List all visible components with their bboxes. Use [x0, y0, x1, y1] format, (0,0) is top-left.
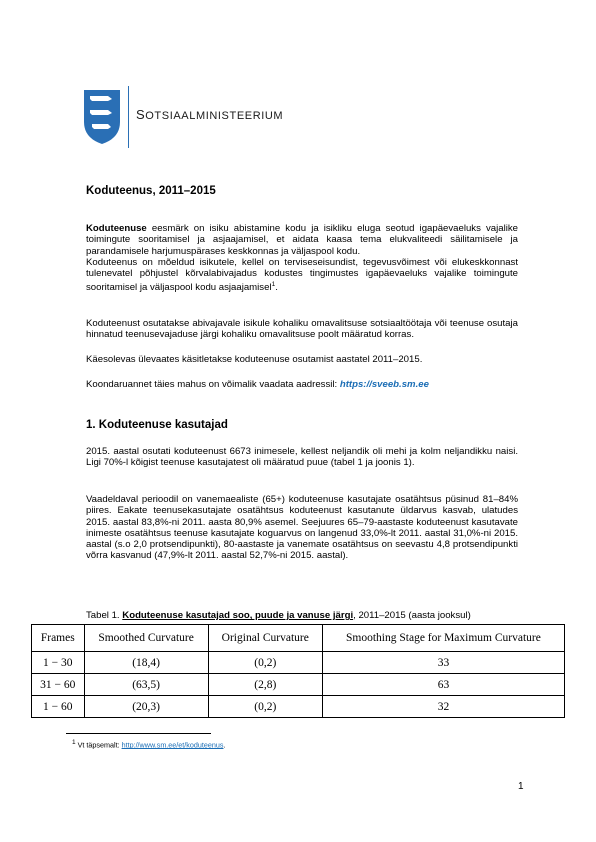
section-paragraph-2: Vaadeldaval perioodil on vanemaealiste (65+) koduteenuse kasutajate osatähtsus püsinud 81–84% piires. Eakate teenusekasutajate osatähtsus koduteenust kasutanute üldarvus kasvab, ulatudes 2015. aastal 83,8%-ni 2011. aasta 80,9% asemel. Seejuures 65–79-aastaste koduteenust kasutavate inimeste osatähtsus teenuse kasutajate koguarvus on langenud 33,0%-lt 2011. aastal 31,0%-ni 2015. aastal (s.o 2,0 protsendipunkti), 80-aastaste ja vanemate osatähtsus on seevastu 4,8 protsendipunkti võrra kasvanud (47,9%-lt 2011. aastal 52,7%-ni 2015. aastal).	[86, 494, 518, 562]
footnote-ref[interactable]: 1	[271, 281, 276, 289]
table-cell: 33	[322, 652, 564, 674]
table-cell: 32	[322, 696, 564, 718]
table-cell: 63	[322, 674, 564, 696]
column-header: Frames	[32, 625, 85, 652]
lead-term: Koduteenuse	[86, 223, 147, 234]
table-row	[32, 696, 565, 718]
intro-paragraph-3: Käesolevas ülevaates käsitletakse koduteenuse osutamist aastatel 2011–2015.	[86, 354, 423, 365]
column-header: Original Curvature	[208, 625, 322, 652]
document-title: Koduteenus, 2011–2015	[86, 185, 216, 197]
table-row	[32, 652, 565, 674]
logo-divider	[128, 86, 129, 148]
footnote: $^1$ Vt täpsemalt: http://www.sm.ee/et/koduteenus.	[72, 739, 226, 750]
table-cell: (63,5)	[84, 674, 208, 696]
footnote-link[interactable]: http://www.sm.ee/et/koduteenus	[121, 740, 224, 750]
footnote-rule	[66, 733, 211, 734]
coat-of-arms-logo	[82, 88, 122, 146]
intro-paragraph-4: Koondaruannet täies mahus on võimalik vaadata aadressil: https://sveeb.sm.ee	[86, 379, 429, 390]
table-cell: 1 − 30	[32, 652, 85, 674]
table-cell: (20,3)	[84, 696, 208, 718]
intro-paragraph: Koduteenuse eesmärk on isiku abistamine kodu ja isikliku eluga seotud igapäevaeluks vajalike toimingute sooritamisel ja asjaajamisel, et aidata kaasa tema elukvaliteedi säilitamisele ja parandamisele harjumuspärases keskkonnas ja väljaspool kodu. Koduteenus on mõeldud isikutele, kellel on terviseseisundist, tegevusvõimest või elukeskkonnast tulenevatel põhjustel kõrvalabivajadus kodustes tingimustes igapäevaeluks vajalike toimingute sooritamisel ja väljaspool kodu asjaajamisel$^1$.	[86, 223, 518, 294]
intro-paragraph-2: Koduteenust osutatakse abivajavale isikule kohaliku omavalitsuse sotsiaaltöötaja või teenuse osutaja hinnatud teenusevajaduse järgi kohaliku omavalitsuse poolt määratud korras.	[86, 318, 518, 341]
ministry-name: SOTSIAALMINISTEERIUM	[136, 107, 284, 122]
section-paragraph-1: 2015. aastal osutati koduteenust 6673 inimesele, kellest neljandik oli mehi ja kolm neljandikku naisi. Ligi 70%-l kõigist teenuse kasutajatest oli määratud puue (tabel 1 ja joonis 1).	[86, 446, 518, 469]
page-number: 1	[518, 781, 524, 792]
report-link[interactable]: https://sveeb.sm.ee	[339, 379, 429, 390]
table-header-row	[32, 625, 565, 652]
table-cell: 1 − 60	[32, 696, 85, 718]
column-header: Smoothing Stage for Maximum Curvature	[322, 625, 564, 652]
column-header: Smoothed Curvature	[84, 625, 208, 652]
table-caption: Tabel 1. Koduteenuse kasutajad soo, puude ja vanuse järgi, 2011–2015 (aasta jooksul)	[86, 610, 471, 621]
table-cell: (18,4)	[84, 652, 208, 674]
table-cell: (0,2)	[208, 652, 322, 674]
table-cell: (2,8)	[208, 674, 322, 696]
table-row	[32, 674, 565, 696]
table-cell: (0,2)	[208, 696, 322, 718]
section-heading: 1. Koduteenuse kasutajad	[86, 419, 228, 431]
table-cell: 31 − 60	[32, 674, 85, 696]
data-table	[31, 624, 565, 718]
